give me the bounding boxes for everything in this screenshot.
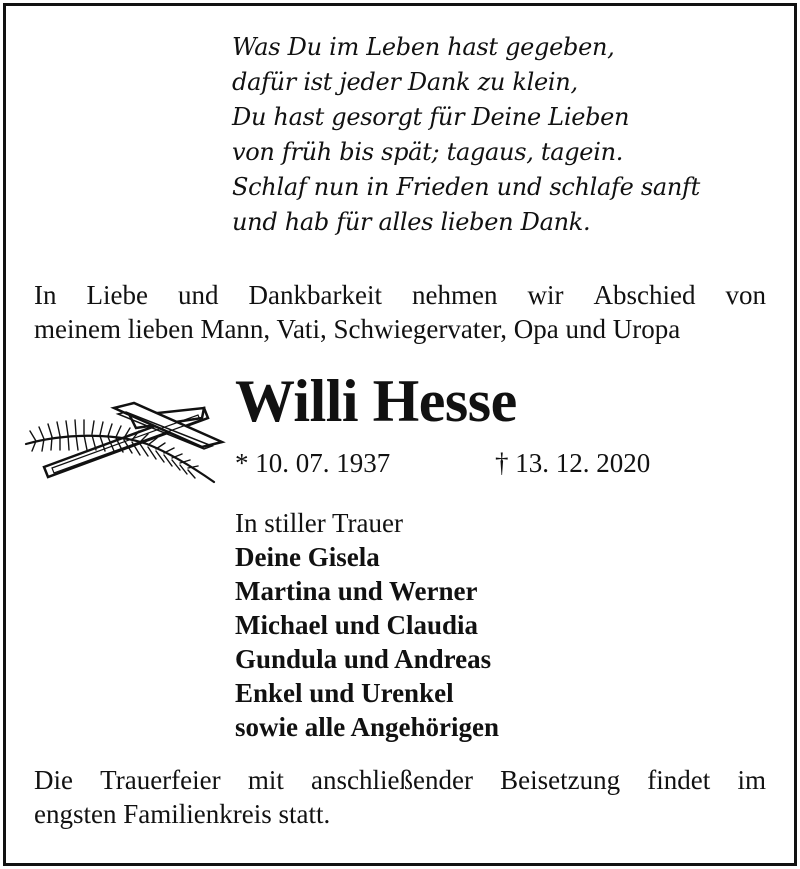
poem-line: Was Du im Leben hast gegeben, — [232, 33, 615, 61]
closing-word: Die — [34, 765, 73, 795]
intro-word: wir — [527, 280, 564, 310]
mourners-block — [235, 506, 499, 744]
mourner-name: Michael und Claudia — [235, 610, 479, 640]
intro-paragraph — [34, 278, 766, 346]
intro-word: Dankbarkeit — [248, 280, 382, 310]
closing-word: findet — [647, 765, 711, 795]
closing-line — [34, 763, 766, 797]
closing-word: im — [737, 765, 766, 795]
closing-word: anschließender — [311, 765, 473, 795]
mourner-name: Deine Gisela — [235, 542, 380, 572]
poem — [232, 30, 752, 240]
poem-line: Du hast gesorgt für Deine Lieben — [232, 103, 630, 131]
intro-word: Abschied — [593, 280, 696, 310]
mourner-name: Gundula und Andreas — [235, 644, 492, 674]
poem-line: von früh bis spät; tagaus, tagein. — [232, 138, 624, 166]
intro-word: nehmen — [411, 280, 498, 310]
intro-word: von — [725, 280, 766, 310]
poem-line: dafür ist jeder Dank zu klein, — [232, 68, 578, 96]
closing-word: mit — [247, 765, 284, 795]
cross-with-palm-branch-icon — [22, 394, 227, 489]
mourner-name: Enkel und Urenkel — [235, 678, 454, 708]
closing-note — [34, 763, 766, 831]
intro-line — [34, 278, 766, 312]
closing-line: engsten Familienkreis statt. — [34, 799, 331, 829]
intro-word: Liebe — [86, 280, 148, 310]
intro-word: In — [34, 280, 57, 310]
intro-word: und — [178, 280, 219, 310]
mourner-name: sowie alle Angehörigen — [235, 712, 499, 742]
deceased-name: Willi Hesse — [235, 368, 517, 434]
mourners-heading: In stiller Trauer — [235, 508, 403, 538]
intro-line: meinem lieben Mann, Vati, Schwiegervater, Opa und Uropa — [34, 314, 681, 344]
closing-word: Trauerfeier — [100, 765, 221, 795]
death-date: † 13. 12. 2020 — [495, 448, 651, 478]
poem-line: und hab für alles lieben Dank. — [232, 208, 591, 236]
poem-line: Schlaf nun in Frieden und schlafe sanft — [232, 173, 700, 201]
closing-word: Beisetzung — [500, 765, 621, 795]
mourner-name: Martina und Werner — [235, 576, 478, 606]
birth-date: * 10. 07. 1937 — [235, 448, 391, 478]
